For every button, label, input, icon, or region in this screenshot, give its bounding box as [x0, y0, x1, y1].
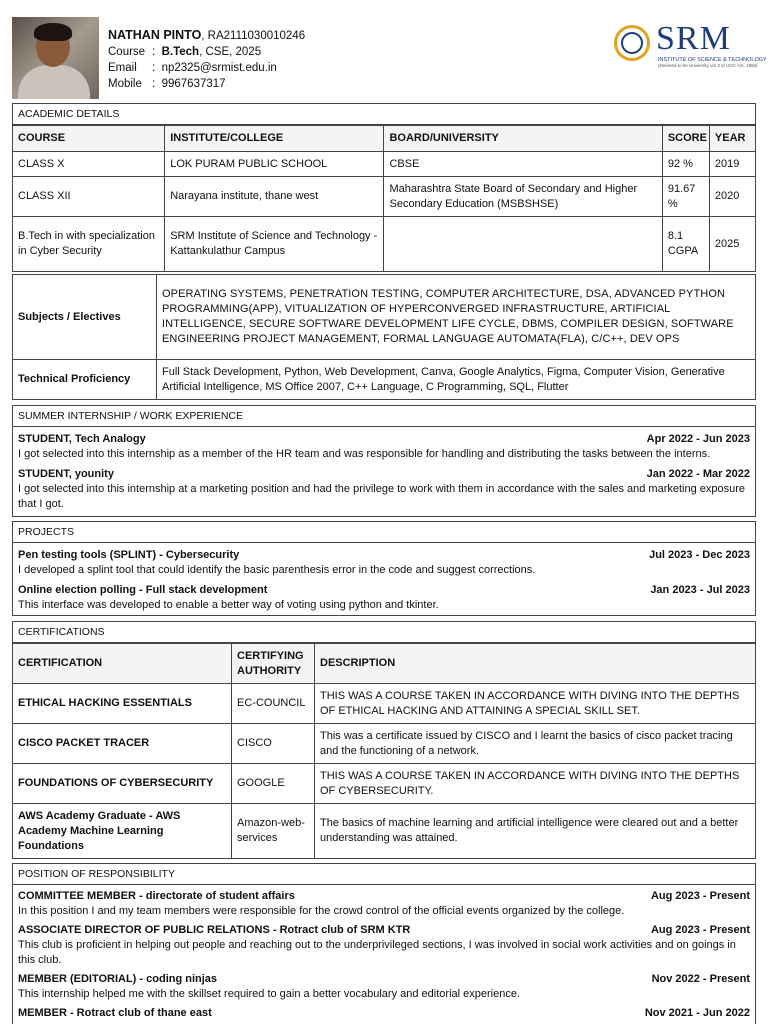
section-title: POSITION OF RESPONSIBILITY — [13, 864, 755, 885]
list-item: COMMITTEE MEMBER - directorate of student affairs Aug 2023 - Present In this position I and my team members were responsible for the crowd control of the official events organized by the college. — [18, 890, 750, 917]
registration-number: , RA2111030010246 — [201, 30, 306, 42]
skills-section — [12, 274, 756, 400]
course-detail: , CSE, 2025 — [199, 46, 262, 58]
col-header: SCORE — [662, 126, 709, 152]
subjects-value: OPERATING SYSTEMS, PENETRATION TESTING, COMPUTER ARCHITECTURE, DSA, ADVANCED PYTHON PROGRAMMING(APP), VITUALIZATION OF HYPERCONVERGED INFRASTRUCTURE, ARTIFICIAL INTELLIGENCE, SECURE SOFTWARE DEVELOPMENT LIFE CYCLE, DBMS, COMPILER DESIGN, SOFTWARE ENGINEERING PROJECT MANAGEMENT, FORMAL LANGUAGE AUTOMATA(FLA), C/C++, DEV OPS — [157, 275, 756, 360]
course-degree: B.Tech — [161, 46, 200, 58]
table-row: B.Tech in with specialization in Cyber Security SRM Institute of Science and Technology - Kattankulathur Campus 8.1 CGPA 2025 — [13, 217, 756, 272]
student-name: NATHAN PINTO — [108, 28, 202, 42]
list-item: Pen testing tools (SPLINT) - Cybersecurity Jul 2023 - Dec 2023 I developed a splint tool that could identify the basic parenthesis error in the code and suggest corrections. — [18, 549, 750, 576]
table-row: AWS Academy Graduate - AWS Academy Machine Learning Foundations Amazon-web-services The basics of machine learning and artificial intelligence were cleared out and a better understanding was attained. — [13, 804, 756, 859]
profile-info: NATHAN PINTO, RA2111030010246 Course : B.Tech, CSE, 2025 Email : np2325@srmist.edu.in Mobile : 9967637317 — [108, 28, 306, 90]
list-item: STUDENT, younity Jan 2022 - Mar 2022 I got selected into this internship at a marketing position and had the privilege to work with them in accordance with the sales and marketing exposure that I got. — [18, 468, 750, 510]
table-row: ETHICAL HACKING ESSENTIALS EC-COUNCIL THIS WAS A COURSE TAKEN IN ACCORDANCE WITH DIVING INTO THE DEPTHS OF ETHICAL HACKING AND ATTAINING A SPECIAL SKILL SET. — [13, 684, 756, 724]
resume-header — [0, 0, 768, 100]
list-item: MEMBER - Rotract club of thane east Nov 2021 - Jun 2022 — [18, 1007, 750, 1019]
technical-value: Full Stack Development, Python, Web Development, Canva, Google Analytics, Figma, Computer Vision, Generative Artificial Intelligence, MS Office 2007, C++ Language, C Programming, SQL, Flutter — [157, 360, 756, 400]
certifications-table — [12, 643, 756, 859]
technical-label: Technical Proficiency — [13, 360, 157, 400]
course-label: Course — [108, 46, 146, 58]
academic-section — [12, 103, 756, 272]
col-header: BOARD/UNIVERSITY — [384, 126, 662, 152]
section-title: PROJECTS — [13, 522, 755, 543]
table-row: CLASS XII Narayana institute, thane west Maharashtra State Board of Secondary and Higher Secondary Education (MSBSHSE) 91.67 % 2020 — [13, 177, 756, 217]
skills-table — [12, 274, 756, 400]
col-header: COURSE — [13, 126, 165, 152]
table-row: FOUNDATIONS OF CYBERSECURITY GOOGLE THIS WAS A COURSE TAKEN IN ACCORDANCE WITH DIVING INTO THE DEPTHS OF CYBERSECURITY. — [13, 764, 756, 804]
profile-photo — [12, 17, 99, 99]
email-value: np2325@srmist.edu.in — [161, 62, 277, 74]
table-row: CISCO PACKET TRACER CISCO This was a certificate issued by CISCO and I learnt the basics of cisco packet tracing and the functioning of a network. — [13, 724, 756, 764]
list-item: Online election polling - Full stack development Jan 2023 - Jul 2023 This interface was developed to enable a better way of voting using python and tkinter. — [18, 584, 750, 611]
subjects-label: Subjects / Electives — [13, 275, 157, 360]
certifications-section — [12, 621, 756, 859]
mobile-label: Mobile — [108, 78, 142, 90]
col-header: DESCRIPTION — [315, 644, 756, 684]
email-label: Email — [108, 62, 137, 74]
projects-section — [12, 521, 756, 616]
experience-section — [12, 405, 756, 517]
list-item: MEMBER (EDITORIAL) - coding ninjas Nov 2022 - Present This internship helped me with the skillset required to gain a better vocabulary and editorial experience. — [18, 973, 750, 1000]
col-header: CERTIFICATION — [13, 644, 232, 684]
list-item: STUDENT, Tech Analogy Apr 2022 - Jun 2023 I got selected into this internship as a member of the HR team and was responsible for handling and distributing the tasks between the interns. — [18, 433, 750, 460]
responsibility-section — [12, 863, 756, 1024]
mobile-value: 9967637317 — [161, 78, 226, 90]
col-header: CERTIFYING AUTHORITY — [232, 644, 315, 684]
list-item: ASSOCIATE DIRECTOR OF PUBLIC RELATIONS - Rotract club of SRM KTR Aug 2023 - Present This club is proficient in helping out people and reaching out to the underprivileged sections, I was involved in social work activities and on goings in this club. — [18, 924, 750, 966]
table-row: CLASS X LOK PURAM PUBLIC SCHOOL CBSE 92 % 2019 — [13, 152, 756, 177]
section-title: ACADEMIC DETAILS — [13, 104, 755, 125]
academic-table — [12, 125, 756, 272]
srm-seal-icon — [614, 25, 650, 61]
section-title: SUMMER INTERNSHIP / WORK EXPERIENCE — [13, 406, 755, 427]
col-header: YEAR — [709, 126, 755, 152]
col-header: INSTITUTE/COLLEGE — [165, 126, 384, 152]
section-title: CERTIFICATIONS — [13, 622, 755, 643]
srm-logo: SRM INSTITUTE OF SCIENCE & TECHNOLOGY (Deemed to be University u/s 3 of UGC Act, 1956) — [614, 22, 754, 66]
